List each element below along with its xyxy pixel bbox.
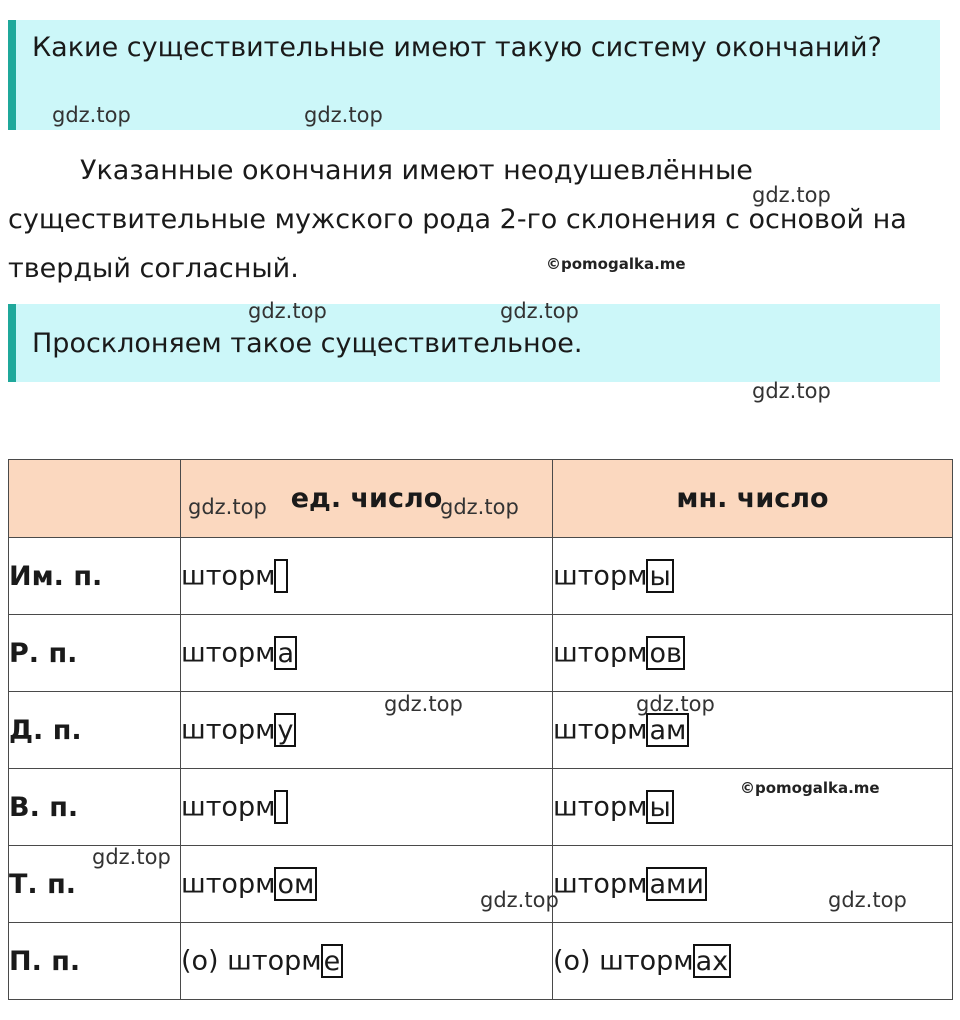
case-label: Им. п. (9, 538, 181, 615)
table-row (9, 923, 953, 1000)
table-row (9, 692, 953, 769)
question-text: Какие существительные имеют такую систему окончаний? (32, 32, 882, 63)
plural-form (553, 538, 953, 615)
word-stem: шторм (181, 791, 276, 823)
singular-form (181, 692, 553, 769)
plural-form (553, 923, 953, 1000)
ending-box: ам (646, 713, 689, 747)
singular-form (181, 769, 553, 846)
watermark: gdz.top (752, 183, 831, 207)
watermark: gdz.top (440, 495, 519, 519)
ending-box: а (274, 636, 297, 670)
case-label: Д. п. (9, 692, 181, 769)
case-label: Т. п. (9, 846, 181, 923)
copyright-mark: ©pomogalka.me (546, 255, 686, 273)
watermark: gdz.top (480, 888, 559, 912)
word-stem: шторм (553, 714, 648, 746)
singular-form (181, 615, 553, 692)
word-stem: шторм (553, 791, 648, 823)
watermark: gdz.top (248, 299, 327, 323)
word-stem: шторм (181, 868, 276, 900)
ending-box: ах (693, 944, 732, 978)
ending-box (274, 790, 288, 824)
word-stem: шторм (553, 637, 648, 669)
watermark: gdz.top (500, 299, 579, 323)
copyright-mark: ©pomogalka.me (740, 779, 880, 797)
table-row (9, 538, 953, 615)
watermark: gdz.top (384, 692, 463, 716)
ending-box: ы (646, 790, 673, 824)
header-singular: ед. число (181, 460, 553, 538)
case-label: П. п. (9, 923, 181, 1000)
task-text: Просклоняем такое существительное. (32, 328, 583, 359)
plural-form (553, 692, 953, 769)
ending-box: ы (646, 559, 673, 593)
ending-box: у (274, 713, 296, 747)
table-row (9, 615, 953, 692)
ending-box (274, 559, 288, 593)
singular-form (181, 538, 553, 615)
watermark: gdz.top (188, 495, 267, 519)
singular-form (181, 923, 553, 1000)
question-banner (8, 20, 940, 130)
watermark: gdz.top (636, 692, 715, 716)
header-plural: мн. число (553, 460, 953, 538)
watermark: gdz.top (52, 103, 131, 127)
word-stem: шторм (181, 560, 276, 592)
word-stem: шторм (553, 560, 648, 592)
word-stem: (о) шторм (553, 945, 694, 977)
watermark: gdz.top (92, 845, 171, 869)
case-label: Р. п. (9, 615, 181, 692)
answer-text: Указанные окончания имеют неодушевлённые существительные мужского рода 2-го склонения с основой на твердый согласный. (8, 155, 907, 284)
answer-paragraph (8, 146, 938, 293)
word-stem: шторм (553, 868, 648, 900)
ending-box: ами (646, 867, 706, 901)
word-stem: шторм (181, 637, 276, 669)
watermark: gdz.top (828, 888, 907, 912)
header-empty (9, 460, 181, 538)
ending-box: ов (646, 636, 684, 670)
watermark: gdz.top (304, 103, 383, 127)
word-stem: (о) шторм (181, 945, 322, 977)
watermark: gdz.top (752, 379, 831, 403)
declension-table (8, 459, 953, 1000)
ending-box: ом (274, 867, 317, 901)
ending-box: е (321, 944, 344, 978)
case-label: В. п. (9, 769, 181, 846)
plural-form (553, 615, 953, 692)
task-banner (8, 304, 940, 382)
word-stem: шторм (181, 714, 276, 746)
